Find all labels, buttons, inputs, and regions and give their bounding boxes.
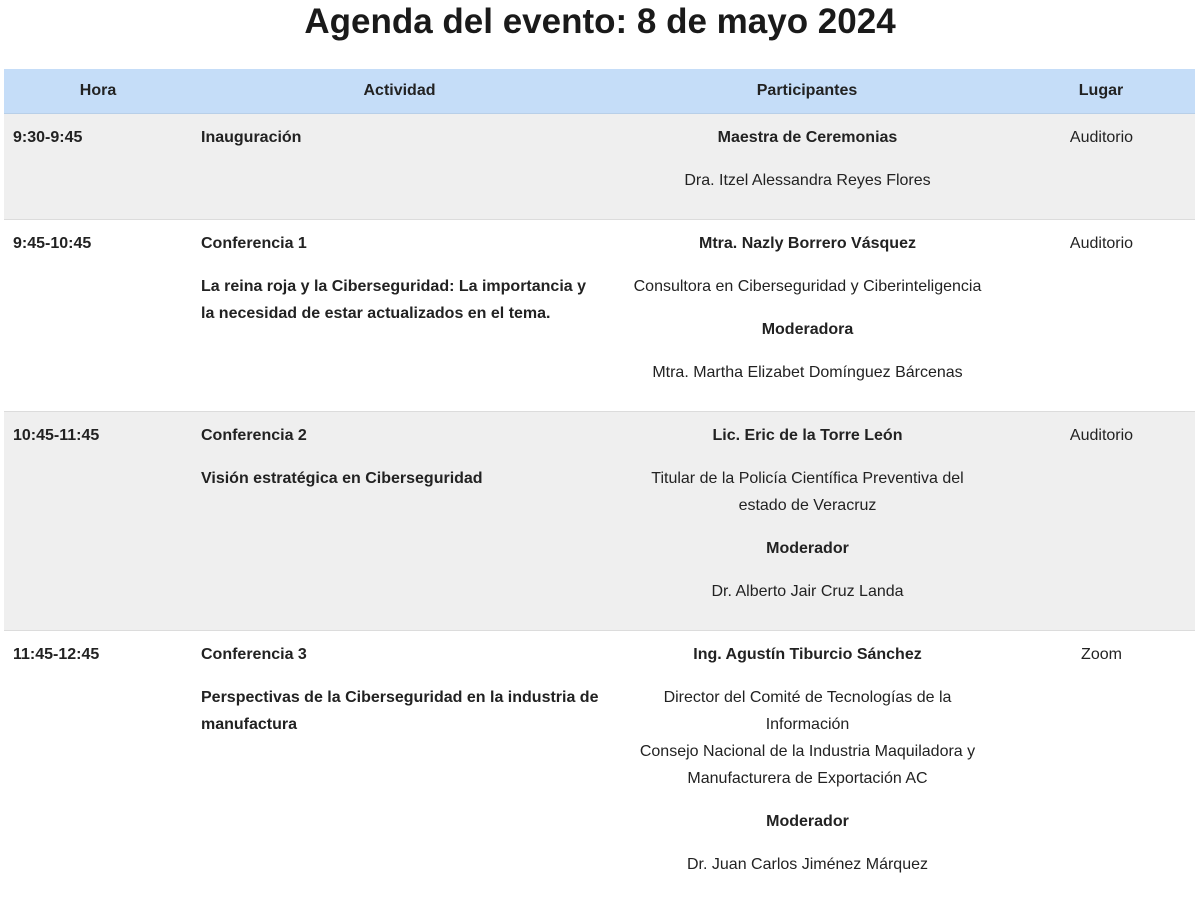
- table-header-row: [4, 69, 1195, 114]
- participants-cell: [607, 114, 1007, 220]
- moderator-name: Dr. Alberto Jair Cruz Landa: [616, 578, 999, 605]
- table-row: [4, 114, 1195, 220]
- time-cell: 10:45-11:45: [4, 412, 192, 631]
- time-cell: 9:30-9:45: [4, 114, 192, 220]
- column-header-hora: Hora: [4, 69, 192, 114]
- participant-lead: Mtra. Nazly Borrero Vásquez: [616, 230, 999, 257]
- activity-description: Perspectivas de la Ciberseguridad en la industria de manufactura: [201, 684, 599, 738]
- activity-name: Conferencia 2: [201, 422, 599, 449]
- activity-cell: [192, 220, 607, 412]
- place-cell: Zoom: [1007, 631, 1195, 902]
- participant-lead: Maestra de Ceremonias: [616, 124, 999, 151]
- column-header-lugar: Lugar: [1007, 69, 1195, 114]
- participant-detail: Titular de la Policía Científica Preventiva del estado de Veracruz: [616, 465, 999, 519]
- participant-lead: Lic. Eric de la Torre León: [616, 422, 999, 449]
- activity-name: Inauguración: [201, 124, 599, 151]
- moderator-name: Dr. Juan Carlos Jiménez Márquez: [616, 851, 999, 878]
- column-header-participantes: Participantes: [607, 69, 1007, 114]
- page-title: Agenda del evento: 8 de mayo 2024: [0, 0, 1200, 68]
- participant-detail-block: [616, 684, 999, 792]
- place-cell: Auditorio: [1007, 220, 1195, 412]
- participants-cell: [607, 220, 1007, 412]
- activity-cell: [192, 114, 607, 220]
- table-row: [4, 412, 1195, 631]
- participant-detail: Dra. Itzel Alessandra Reyes Flores: [616, 167, 999, 194]
- participant-lead: Ing. Agustín Tiburcio Sánchez: [616, 641, 999, 668]
- column-header-actividad: Actividad: [192, 69, 607, 114]
- place-cell: Auditorio: [1007, 114, 1195, 220]
- moderator-label: Moderador: [616, 535, 999, 562]
- participant-organization: Consejo Nacional de la Industria Maquiladora y Manufacturera de Exportación AC: [636, 738, 979, 792]
- activity-description: La reina roja y la Ciberseguridad: La importancia y la necesidad de estar actualizados en el tema.: [201, 273, 599, 327]
- participants-cell: [607, 631, 1007, 902]
- moderator-label: Moderador: [616, 808, 999, 835]
- activity-name: Conferencia 1: [201, 230, 599, 257]
- participant-detail: Director del Comité de Tecnologías de la Información: [636, 684, 979, 738]
- time-cell: 11:45-12:45: [4, 631, 192, 902]
- activity-name: Conferencia 3: [201, 641, 599, 668]
- participant-detail: Consultora en Ciberseguridad y Ciberinteligencia: [616, 273, 999, 300]
- agenda-table: [4, 69, 1195, 902]
- place-cell: Auditorio: [1007, 412, 1195, 631]
- activity-description: Visión estratégica en Ciberseguridad: [201, 465, 599, 492]
- activity-cell: [192, 631, 607, 902]
- moderator-label: Moderadora: [616, 316, 999, 343]
- moderator-name: Mtra. Martha Elizabet Domínguez Bárcenas: [616, 359, 999, 386]
- table-row: [4, 631, 1195, 902]
- activity-cell: [192, 412, 607, 631]
- time-cell: 9:45-10:45: [4, 220, 192, 412]
- participants-cell: [607, 412, 1007, 631]
- table-row: [4, 220, 1195, 412]
